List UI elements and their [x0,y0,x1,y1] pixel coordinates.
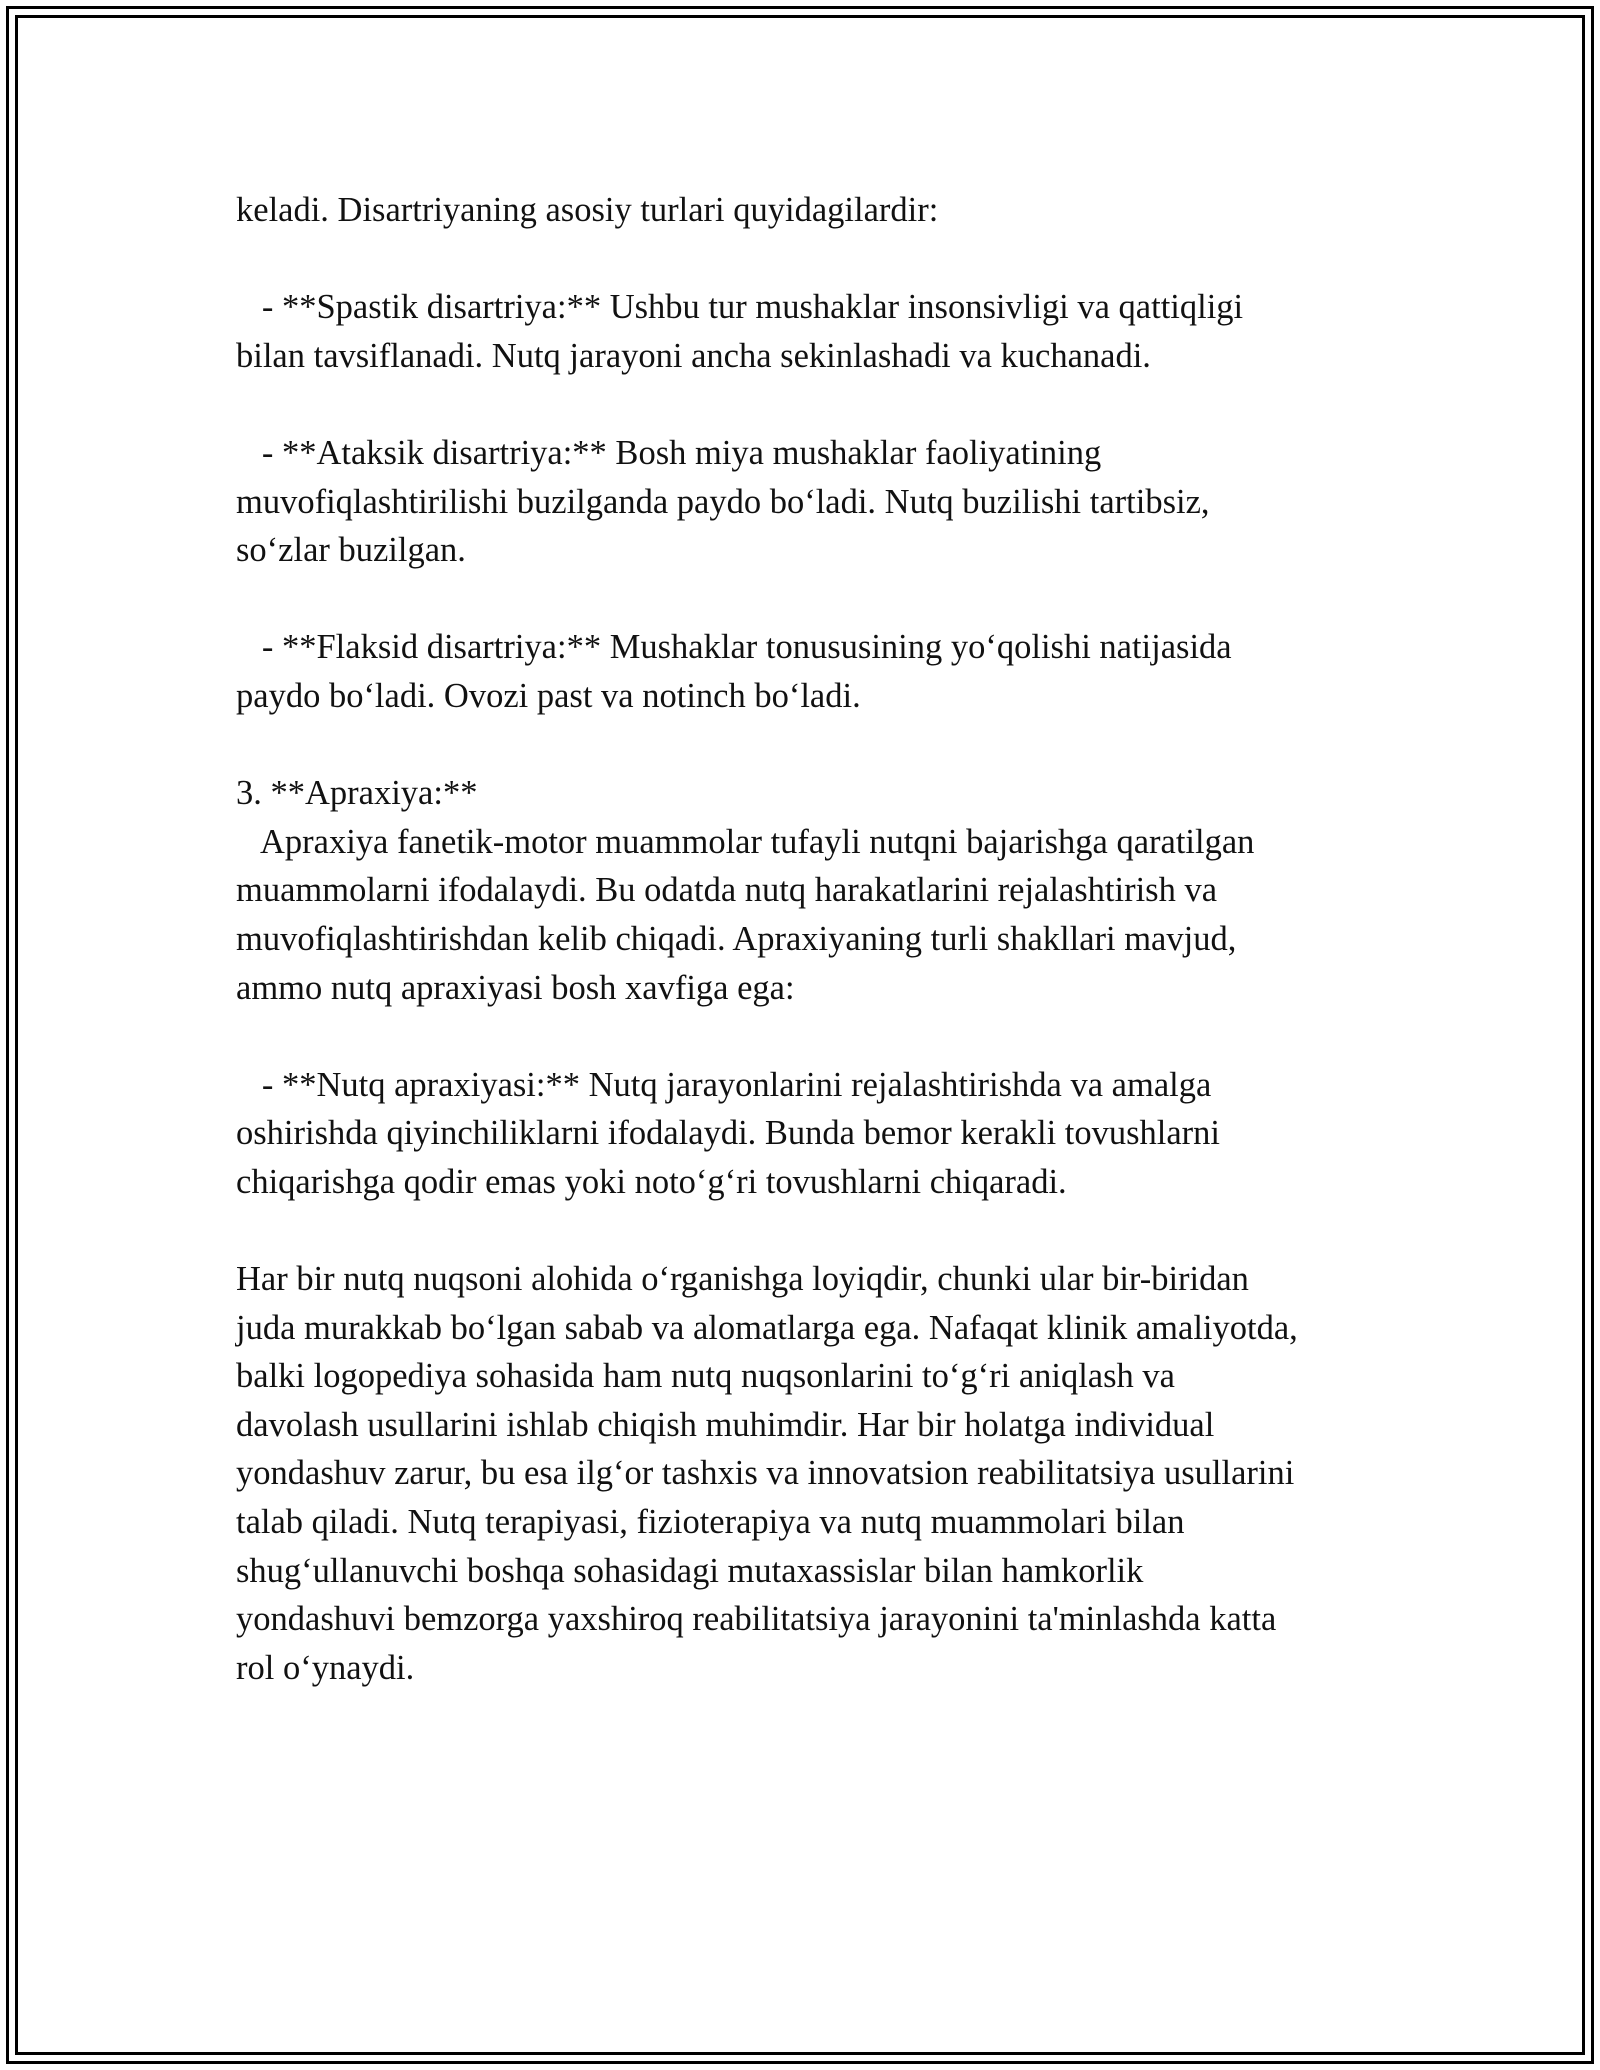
text-line: - **Ataksik disartriya:** Bosh miya mushaklar faoliyatining [236,433,1102,472]
text-line: ammo nutq apraxiyasi bosh xavfiga ega: [236,968,795,1007]
text-line: - **Nutq apraxiyasi:** Nutq jarayonlarini rejalashtirishda va amalga [236,1065,1212,1104]
blank-line [236,235,1376,284]
text-line: davolash usullarini ishlab chiqish muhimdir. Har bir holatga individual [236,1405,1215,1444]
section-heading: 3. **Apraxiya:** [236,774,478,813]
text-line: oshirishda qiyinchiliklarni ifodalaydi. Bunda bemor kerakli tovushlarni [236,1114,1221,1153]
blank-line [236,721,1376,770]
text-line: muvofiqlashtirishdan kelib chiqadi. Apraxiyaning turli shakllari mavjud, [236,919,1237,958]
blank-line [236,1206,1376,1255]
text-line: rol o‘ynaydi. [236,1648,415,1687]
text-line: balki logopediya sohasida ham nutq nuqsonlarini to‘g‘ri aniqlash va [236,1357,1175,1396]
text-line: - **Spastik disartriya:** Ushbu tur mushaklar insonsivligi va qattiqligi [236,288,1244,327]
text-line: Har bir nutq nuqsoni alohida o‘rganishga loyiqdir, chunki ular bir-biridan [236,1260,1249,1299]
text-line: yondashuv zarur, bu esa ilg‘or tashxis va innovatsion reabilitatsiya usullarini [236,1454,1295,1493]
document-body [236,186,1376,1692]
text-line: juda murakkab bo‘lgan sabab va alomatlarga ega. Nafaqat klinik amaliyotda, [236,1308,1298,1347]
text-line: - **Flaksid disartriya:** Mushaklar tonususining yo‘qolishi natijasida [236,628,1232,667]
text-line: muammolarni ifodalaydi. Bu odatda nutq harakatlarini rejalashtirish va [236,871,1218,910]
text-line: keladi. Disartriyaning asosiy turlari quyidagilardir: [236,191,939,229]
text-line: yondashuvi bemzorga yaxshiroq reabilitatsiya jarayonini ta'minlashda katta [236,1600,1277,1639]
text-line: paydo bo‘ladi. Ovozi past va notinch bo‘ladi. [236,676,861,715]
text-line: Apraxiya fanetik-motor muammolar tufayli nutqni bajarishga qaratilgan [236,822,1255,861]
text-line: chiqarishga qodir emas yoki noto‘g‘ri tovushlarni chiqaradi. [236,1162,1067,1201]
text-line: talab qiladi. Nutq terapiyasi, fizioterapiya va nutq muammolari bilan [236,1503,1185,1542]
text-line: bilan tavsiflanadi. Nutq jarayoni ancha sekinlashadi va kuchanadi. [236,336,1151,375]
text-line: muvofiqlashtirilishi buzilganda paydo bo‘ladi. Nutq buzilishi tartibsiz, [236,482,1210,521]
text-line: shug‘ullanuvchi boshqa sohasidagi mutaxassislar bilan hamkorlik [236,1551,1144,1590]
blank-line [236,1012,1376,1061]
blank-line [236,380,1376,429]
blank-line [236,575,1376,624]
text-line: so‘zlar buzilgan. [236,531,466,570]
